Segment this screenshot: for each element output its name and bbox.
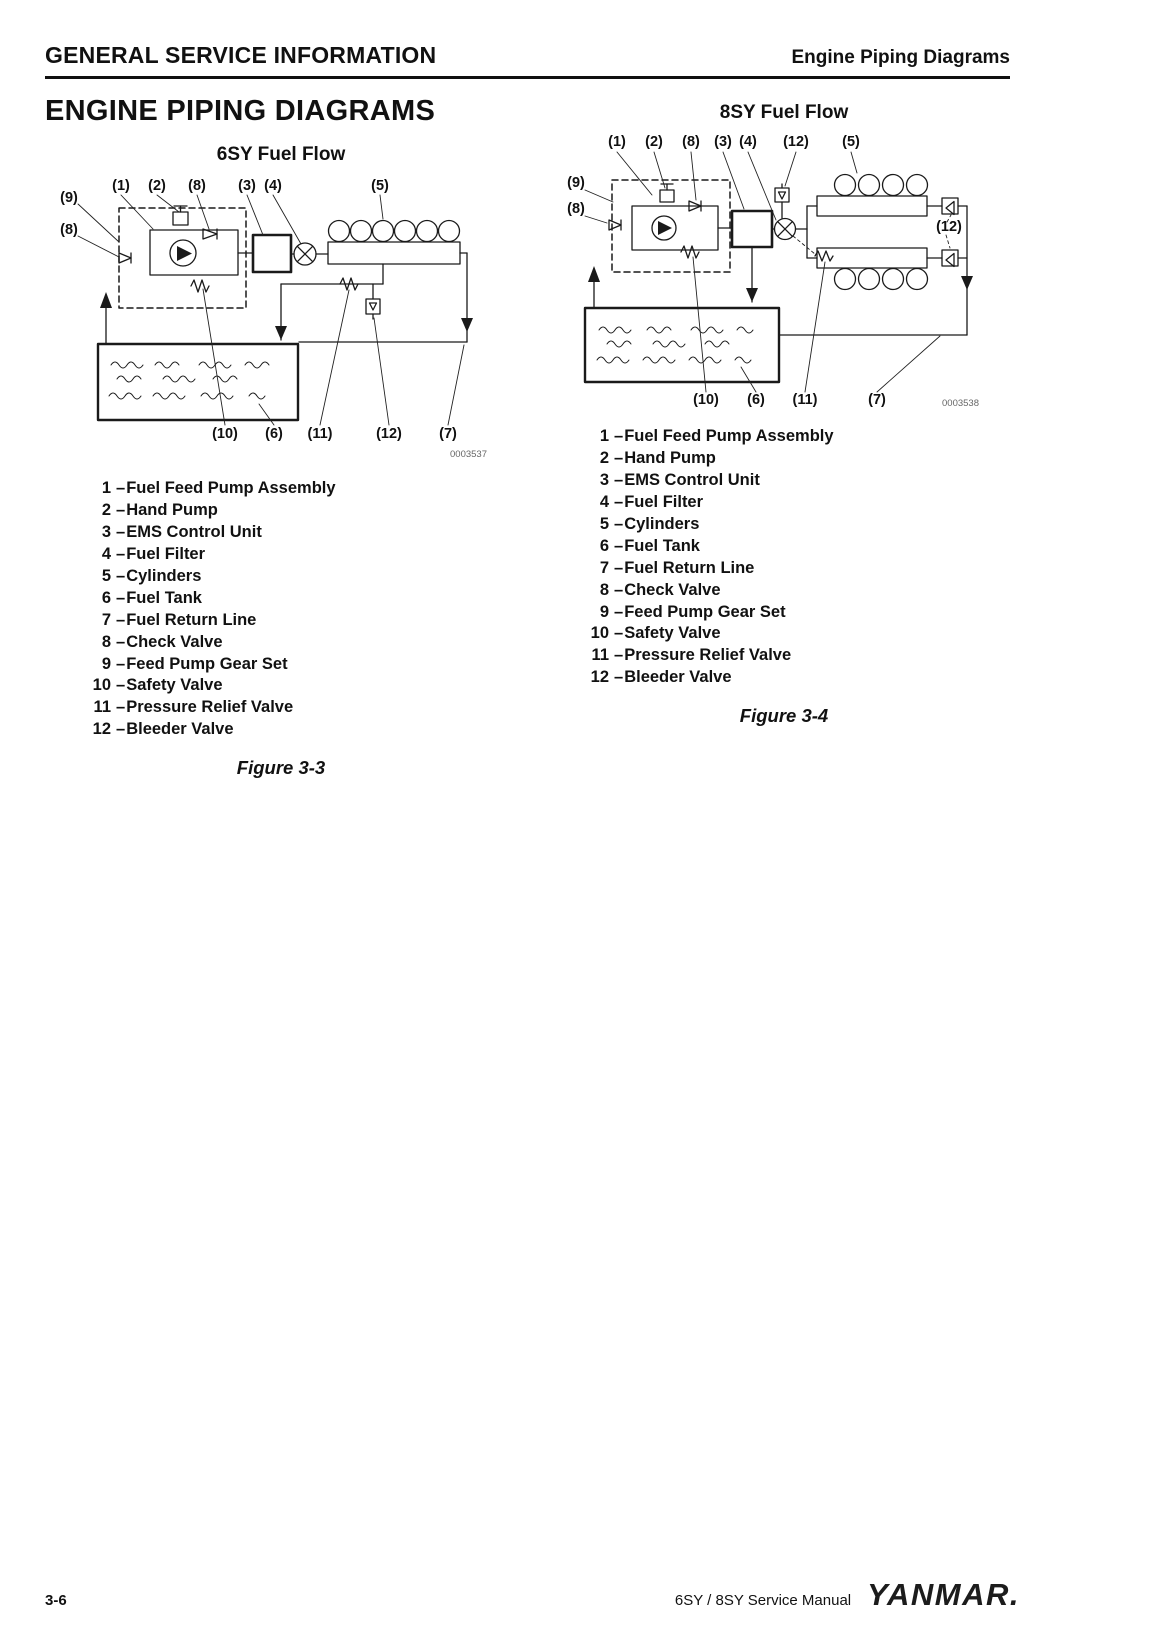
legend-item	[583, 667, 1013, 689]
legend-item	[583, 580, 1013, 602]
legend-item	[583, 426, 1013, 448]
fuel-feed-pump-assembly	[612, 180, 732, 272]
legend-item	[583, 536, 1013, 558]
legend-num: 10	[92, 676, 111, 695]
figure-6sy-caption: Figure 3-3	[236, 757, 326, 779]
legend-item	[583, 602, 1013, 624]
manual-title: 6SY / 8SY Service Manual	[674, 1592, 852, 1609]
legend-num: 8	[599, 580, 609, 599]
fuel-filter	[772, 219, 796, 240]
fuel-tank	[98, 344, 298, 420]
image-code: 0003538	[942, 398, 979, 409]
legend-dash: –	[116, 720, 126, 739]
legend-item	[583, 448, 1013, 470]
legend-dash: –	[614, 427, 624, 445]
page-number: 3-6	[45, 1592, 67, 1609]
safety-valve	[681, 246, 699, 258]
callout-5: (5)	[371, 178, 389, 194]
header-topic-title: Engine Piping Diagrams	[791, 47, 1010, 68]
legend-num: 3	[599, 470, 609, 489]
legend-dash: –	[116, 698, 126, 717]
legend-label: EMS Control Unit	[126, 522, 262, 541]
legend-item	[85, 697, 517, 719]
image-code: 0003537	[450, 449, 487, 460]
legend-item	[583, 470, 1013, 492]
callout-2: (2)	[645, 134, 663, 150]
diagram-8sy	[555, 130, 1013, 420]
legend-label: Check Valve	[126, 632, 223, 651]
fuel-return-line	[299, 253, 473, 342]
legend-dash: –	[116, 588, 126, 607]
callout-6: (6)	[265, 426, 283, 442]
callout-8-left: (8)	[60, 222, 78, 238]
legend-dash: –	[116, 500, 126, 519]
legend-item	[85, 675, 517, 697]
legend-label: Fuel Filter	[624, 492, 704, 511]
legend-num: 12	[590, 668, 609, 687]
legend-num: 10	[590, 624, 609, 643]
legend-label: Fuel Return Line	[624, 558, 755, 577]
legend-label: Safety Valve	[624, 624, 721, 643]
legend-num: 2	[101, 500, 111, 519]
figure-6sy-title: 6SY Fuel Flow	[216, 144, 346, 165]
legend-dash: –	[614, 558, 624, 577]
figure-8sy-caption: Figure 3-4	[739, 705, 829, 727]
legend-label: Fuel Tank	[624, 536, 700, 555]
legend-num: 1	[599, 427, 609, 445]
suction-line	[588, 266, 600, 308]
callout-3: (3)	[714, 134, 732, 150]
page-title: ENGINE PIPING DIAGRAMS	[45, 95, 436, 127]
legend-dash: –	[614, 514, 624, 533]
legend-label: Safety Valve	[126, 676, 223, 695]
legend-label: Feed Pump Gear Set	[126, 654, 288, 673]
legend-dash: –	[116, 654, 126, 673]
legend-num: 5	[599, 514, 609, 533]
legend-dash: –	[614, 668, 624, 687]
legend-label: Fuel Tank	[126, 588, 202, 607]
cylinders	[316, 221, 460, 265]
legend-item	[583, 623, 1013, 645]
ems-control-unit	[253, 235, 291, 272]
callout-2: (2)	[148, 178, 166, 194]
callout-12-right: (12)	[936, 219, 962, 235]
legend-num: 7	[101, 610, 111, 629]
legend-item	[85, 632, 517, 654]
header-section-title: GENERAL SERVICE INFORMATION	[45, 42, 437, 68]
callout-10: (10)	[693, 392, 719, 408]
legend-label: Bleeder Valve	[624, 668, 732, 687]
legend-label: Fuel Filter	[126, 544, 206, 563]
safety-valve	[191, 280, 209, 292]
legend-dash: –	[116, 610, 126, 629]
fuel-tank	[585, 308, 779, 382]
leader-lines	[78, 195, 464, 425]
legend-dash: –	[614, 624, 624, 643]
legend-item	[85, 566, 517, 588]
callout-6: (6)	[747, 392, 765, 408]
callout-4: (4)	[264, 178, 282, 194]
bleeder-valve	[366, 284, 380, 319]
legend-item	[583, 645, 1013, 667]
legend-item	[85, 522, 517, 544]
check-valve	[119, 229, 217, 263]
footer-right	[675, 1577, 1020, 1613]
callout-1: (1)	[608, 134, 626, 150]
pressure-relief-valve	[275, 264, 383, 340]
legend-label: Hand Pump	[126, 500, 218, 519]
legend-label: Fuel Feed Pump Assembly	[624, 427, 834, 445]
callout-4: (4)	[739, 134, 757, 150]
callout-8-top: (8)	[682, 134, 700, 150]
legend-label: Pressure Relief Valve	[126, 698, 294, 717]
legend-num: 7	[599, 558, 609, 577]
legend-num: 12	[92, 720, 111, 739]
legend-dash: –	[614, 646, 624, 665]
legend-num: 4	[599, 492, 609, 511]
8sy-fuel-flow-schematic	[557, 130, 1007, 420]
legend-dash: –	[116, 676, 126, 695]
two-column-layout	[45, 93, 1010, 779]
cylinders	[796, 175, 928, 290]
legend-item	[85, 719, 517, 741]
legend-label: Fuel Feed Pump Assembly	[126, 479, 336, 497]
legend-dash: –	[614, 602, 624, 621]
legend-8sy	[555, 426, 1013, 689]
legend-item	[583, 558, 1013, 580]
legend-num: 2	[599, 448, 609, 467]
legend-dash: –	[614, 580, 624, 599]
callout-5: (5)	[842, 134, 860, 150]
legend-item	[583, 492, 1013, 514]
legend-num: 4	[101, 544, 111, 563]
callout-9: (9)	[567, 175, 585, 191]
legend-dash: –	[116, 632, 126, 651]
callout-9: (9)	[60, 190, 78, 206]
figure-8sy-title: 8SY Fuel Flow	[719, 102, 849, 123]
column-8sy	[555, 93, 1013, 779]
legend-item	[85, 588, 517, 610]
legend-label: Bleeder Valve	[126, 720, 234, 739]
page-footer	[45, 1577, 1020, 1613]
legend-6sy	[45, 478, 517, 741]
page-content	[0, 0, 1157, 779]
legend-item	[85, 544, 517, 566]
legend-label: Feed Pump Gear Set	[624, 602, 786, 621]
legend-num: 9	[599, 602, 609, 621]
legend-label: Cylinders	[624, 514, 700, 533]
legend-dash: –	[116, 522, 126, 541]
header-rule	[45, 76, 1010, 79]
callout-1: (1)	[112, 178, 130, 194]
legend-label: Hand Pump	[624, 448, 716, 467]
legend-dash: –	[614, 448, 624, 467]
callout-12-top: (12)	[783, 134, 809, 150]
legend-num: 5	[101, 566, 111, 585]
legend-label: Check Valve	[624, 580, 721, 599]
legend-label: EMS Control Unit	[624, 470, 760, 489]
ems-control-unit	[732, 211, 772, 247]
legend-dash: –	[116, 479, 126, 497]
column-6sy	[45, 93, 517, 779]
6sy-fuel-flow-schematic	[53, 172, 498, 472]
legend-dash: –	[614, 492, 624, 511]
legend-label: Fuel Return Line	[126, 610, 257, 629]
legend-num: 8	[101, 632, 111, 651]
legend-num: 9	[101, 654, 111, 673]
fuel-feed-pump-assembly	[119, 208, 253, 308]
legend-dash: –	[614, 470, 624, 489]
legend-dash: –	[116, 566, 126, 585]
callout-7: (7)	[868, 392, 886, 408]
callout-7: (7)	[439, 426, 457, 442]
callout-12: (12)	[376, 426, 402, 442]
callout-8-left: (8)	[567, 201, 585, 217]
legend-label: Pressure Relief Valve	[624, 646, 792, 665]
suction-line	[100, 292, 112, 344]
callout-8-top: (8)	[188, 178, 206, 194]
legend-item	[85, 478, 517, 500]
legend-item	[85, 500, 517, 522]
legend-num: 11	[591, 646, 609, 665]
hand-pump	[660, 184, 674, 202]
legend-num: 1	[101, 479, 111, 497]
legend-num: 6	[599, 536, 609, 555]
bleeder-valve	[775, 184, 789, 218]
callout-3: (3)	[238, 178, 256, 194]
callout-11: (11)	[792, 392, 818, 408]
legend-item	[85, 654, 517, 676]
legend-num: 6	[101, 588, 111, 607]
diagram-6sy	[45, 172, 517, 472]
page-header	[45, 42, 1010, 69]
legend-dash: –	[116, 544, 126, 563]
legend-num: 11	[93, 698, 111, 717]
fuel-filter	[291, 243, 316, 265]
callout-10: (10)	[212, 426, 238, 442]
legend-num: 3	[101, 522, 111, 541]
yanmar-logo: YANMAR.	[867, 1577, 1020, 1612]
legend-item	[583, 514, 1013, 536]
legend-item	[85, 610, 517, 632]
callout-11: (11)	[307, 426, 333, 442]
mid-return-line	[746, 247, 758, 302]
legend-label: Cylinders	[126, 566, 202, 585]
legend-dash: –	[614, 536, 624, 555]
